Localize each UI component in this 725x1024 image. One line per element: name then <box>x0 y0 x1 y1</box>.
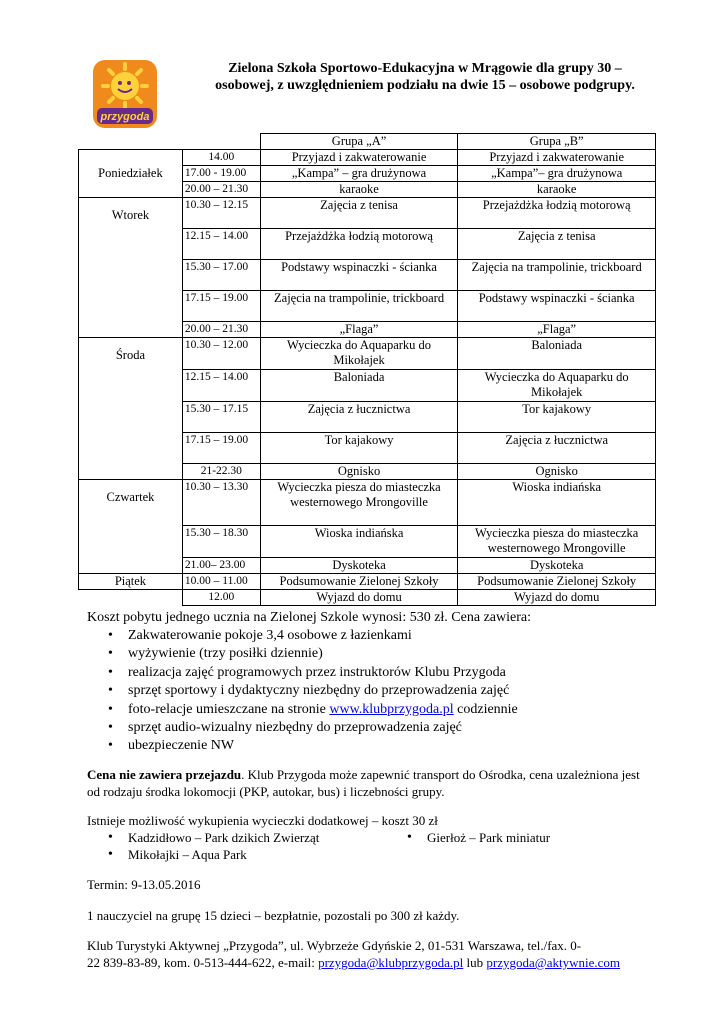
transport-note: Cena nie zawiera przejazdu. Klub Przygoda może zapewnić transport do Ośrodka, cena uzależniona jest od rodzaju środka lokomocji (PKP, autokar, bus) i liczebności grupy. <box>87 767 640 799</box>
table-row: Wtorek 10.30 – 12.15 Zajęcia z tenisa Przejażdżka łodzią motorową <box>79 198 656 229</box>
table-row: 21-22.30 Ognisko Ognisko <box>79 464 656 480</box>
list-item: • Kadzidłowo – Park dzikich Zwierząt <box>108 829 319 846</box>
day-friday: Piątek <box>79 574 183 590</box>
table-row: Piątek 10.00 – 11.00 Podsumowanie Zielonej Szkoły Podsumowanie Zielonej Szkoły <box>79 574 656 590</box>
table-row: 12.00 Wyjazd do domu Wyjazd do domu <box>79 590 656 606</box>
table-row: 17.00 - 19.00 „Kampa” – gra drużynowa „Kampa”– gra drużynowa <box>79 166 656 182</box>
teachers-note: 1 nauczyciel na grupę 15 dzieci – bezpłatnie, pozostali po 300 zł każdy. <box>87 908 460 923</box>
list-item: • realizacja zajęć programowych przez instruktorów Klubu Przygoda <box>108 664 518 682</box>
group-a-header: Grupa „A” <box>260 134 458 150</box>
extra-trip-intro: Istnieje możliwość wykupienia wycieczki dodatkowej – koszt 30 zł <box>87 813 438 828</box>
list-item: • wyżywienie (trzy posiłki dziennie) <box>108 645 518 663</box>
table-row: 15.30 – 17.15 Zajęcia z łucznictwa Tor kajakowy <box>79 402 656 433</box>
table-row: Środa 10.30 – 12.00 Wycieczka do Aquaparku do Mikołajek Baloniada <box>79 338 656 370</box>
day-tuesday: Wtorek <box>79 198 183 338</box>
table-row: 15.30 – 17.00 Podstawy wspinaczki - ścianka Zajęcia na trampolinie, trickboard <box>79 260 656 291</box>
group-b-header: Grupa „B” <box>458 134 656 150</box>
przygoda-logo <box>91 58 159 130</box>
svg-text:przygoda: przygoda <box>100 111 150 123</box>
table-row: 21.00– 23.00 Dyskoteka Dyskoteka <box>79 558 656 574</box>
list-item: • sprzęt audio-wizualny niezbędny do przeprowadzenia zajęć <box>108 719 518 737</box>
day-wednesday: Środa <box>79 338 183 480</box>
list-item: • Gierłoż – Park miniatur <box>407 829 550 846</box>
table-row: 20.00 – 21.30 „Flaga” „Flaga” <box>79 322 656 338</box>
page-title: Zielona Szkoła Sportowo-Edukacyjna w Mrągowie dla grupy 30 – osobowej, z uwzględnieniem podziału na dwie 15 – osobowe podgrupy. <box>215 61 635 93</box>
day-monday: Poniedziałek <box>79 150 183 198</box>
table-row: 15.30 – 18.30 Wioska indiańska Wycieczka piesza do miasteczka westernowego Mrongoville <box>79 526 656 558</box>
website-link[interactable]: www.klubprzygoda.pl <box>329 701 454 717</box>
list-item: • ubezpieczenie NW <box>108 737 518 755</box>
list-item: • foto-relacje umieszczane na stronie www.klubprzygoda.pl codziennie <box>108 701 518 719</box>
list-item: • Zakwaterowanie pokoje 3,4 osobowe z łazienkami <box>108 627 518 645</box>
day-thursday: Czwartek <box>79 480 183 574</box>
included-list <box>108 627 518 756</box>
extra-trip-list-2 <box>407 829 550 846</box>
schedule-table <box>78 133 656 606</box>
cost-intro: Koszt pobytu jednego ucznia na Zielonej Szkole wynosi: 530 zł. Cena zawiera: <box>87 610 531 625</box>
contact-info: Klub Turystyki Aktywnej „Przygoda”, ul. Wybrzeże Gdyńskie 2, 01-531 Warszawa, tel./fax. 0- 22 839-83-89, kom. 0-513-444-622, e-mail: przygoda@klubprzygoda.pl lub przygoda@aktywnie.com <box>87 938 621 970</box>
table-row: 12.15 – 14.00 Baloniada Wycieczka do Aquaparku do Mikołajek <box>79 370 656 402</box>
email-link-2[interactable]: przygoda@aktywnie.com <box>486 955 621 970</box>
table-row: 20.00 – 21.30 karaoke karaoke <box>79 182 656 198</box>
list-item: • sprzęt sportowy i dydaktyczny niezbędny do przeprowadzenia zajęć <box>108 682 518 700</box>
table-header-row <box>79 134 656 150</box>
table-row: Czwartek 10.30 – 13.30 Wycieczka piesza do miasteczka westernowego Mrongoville Wioska indiańska <box>79 480 656 526</box>
email-link-1[interactable]: przygoda@klubprzygoda.pl <box>318 955 464 970</box>
extra-trip-list <box>108 829 319 863</box>
term: Termin: 9-13.05.2016 <box>87 877 201 892</box>
table-row: 12.15 – 14.00 Przejażdżka łodzią motorową Zajęcia z tenisa <box>79 229 656 260</box>
list-item: • Mikołajki – Aqua Park <box>108 846 319 863</box>
table-row: Poniedziałek 14.00 Przyjazd i zakwaterowanie Przyjazd i zakwaterowanie <box>79 150 656 166</box>
table-row: 17.15 – 19.00 Zajęcia na trampolinie, trickboard Podstawy wspinaczki - ścianka <box>79 291 656 322</box>
table-row: 17.15 – 19.00 Tor kajakowy Zajęcia z łucznictwa <box>79 433 656 464</box>
